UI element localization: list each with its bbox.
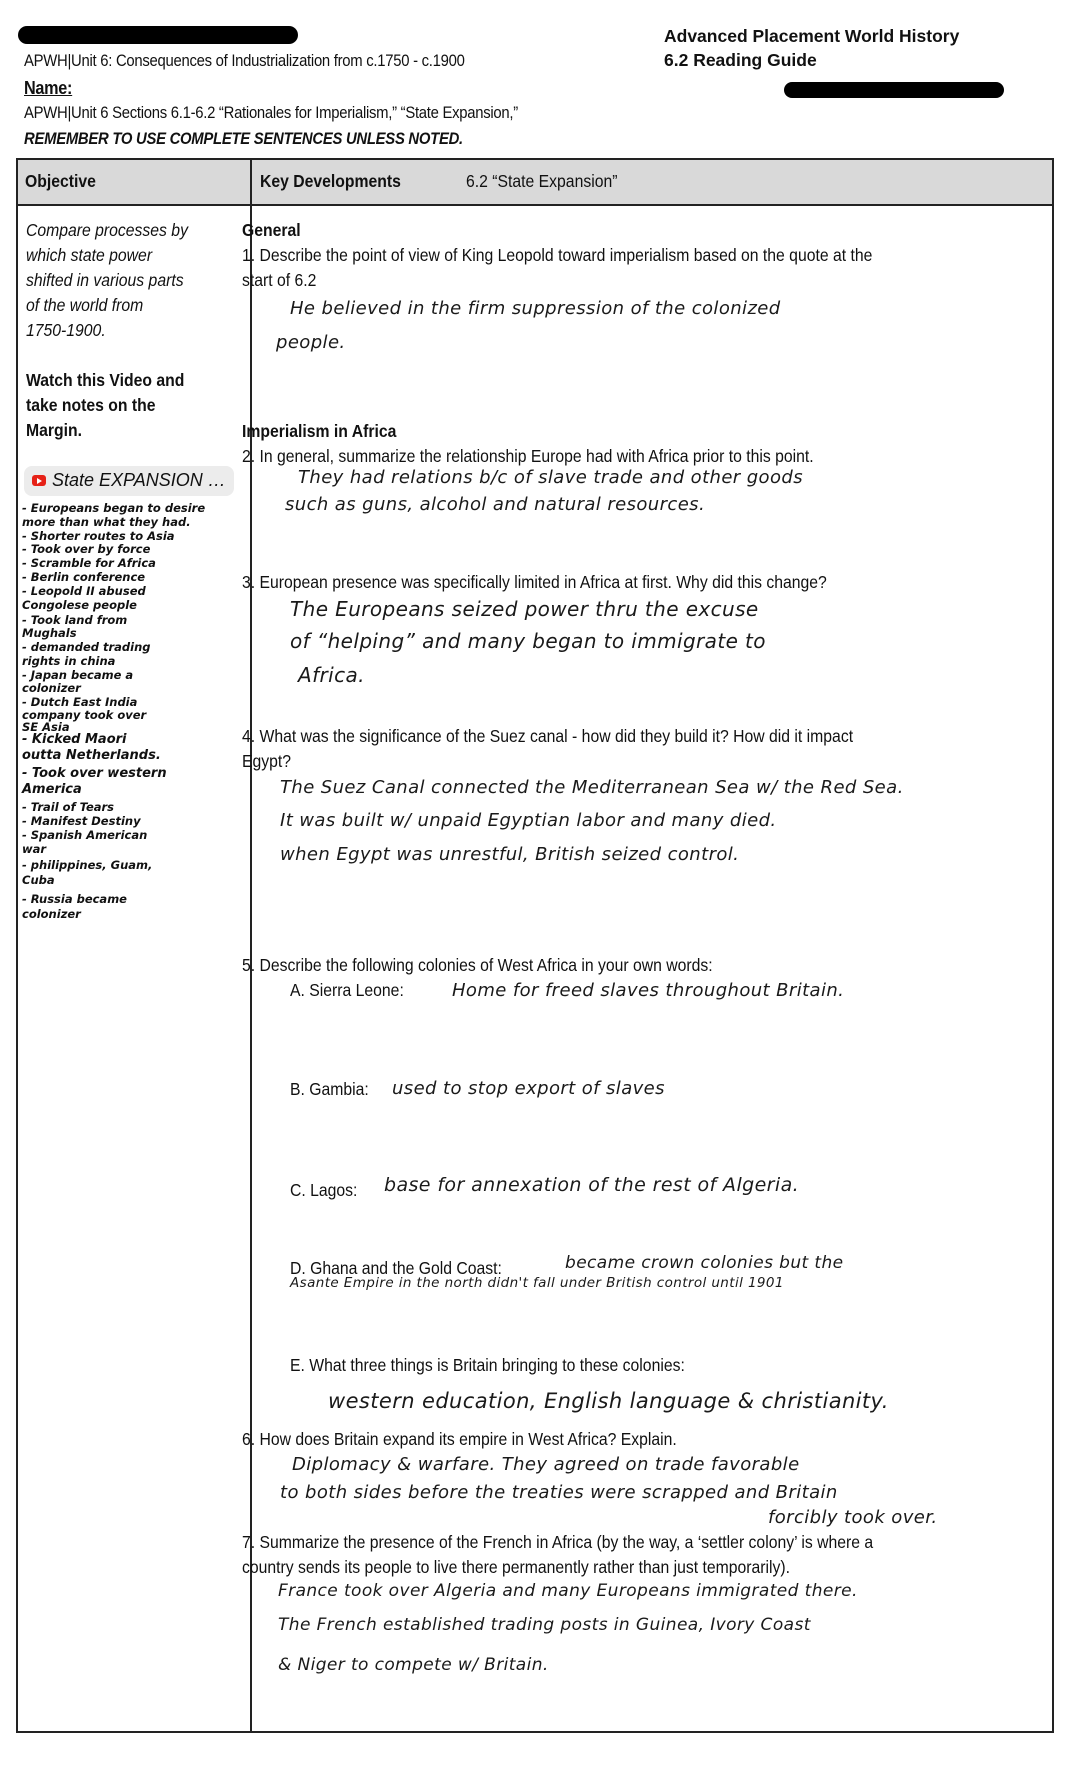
margin-note: SE Asia xyxy=(22,720,70,734)
video-title: State EXPANSION … xyxy=(52,470,226,490)
answer-7[interactable]: France took over Algeria and many Europeans immigrated there. xyxy=(278,1581,858,1601)
question-4: 4. What was the significance of the Suez canal - how did they build it? How did it impact xyxy=(242,726,854,746)
answer-3-cont[interactable]: Africa. xyxy=(298,663,365,687)
course-title: Advanced Placement World History xyxy=(664,26,960,46)
margin-note: - philippines, Guam, xyxy=(22,858,153,872)
margin-note: America xyxy=(22,782,82,797)
margin-note: - Kicked Maori xyxy=(22,732,127,747)
video-link-chip[interactable] xyxy=(24,466,234,496)
margin-note: - Shorter routes to Asia xyxy=(22,529,175,543)
margin-note: - Manifest Destiny xyxy=(22,814,141,828)
margin-note: - Japan became a xyxy=(22,668,134,682)
objective-header: Objective xyxy=(25,171,96,191)
margin-note: - Dutch East India xyxy=(22,695,138,709)
margin-note: colonizer xyxy=(22,681,81,695)
video-instruction-line: Margin. xyxy=(26,420,83,440)
name-label: Name: xyxy=(24,78,73,98)
objective-line: Compare processes by xyxy=(26,220,188,240)
section-heading-general: General xyxy=(242,220,301,240)
question-5d-label: D. Ghana and the Gold Coast: xyxy=(290,1258,502,1278)
answer-5e[interactable]: western education, English language & christianity. xyxy=(328,1389,889,1413)
objective-line: shifted in various parts xyxy=(26,270,184,290)
redaction-school-name xyxy=(18,26,298,44)
guide-title: 6.2 Reading Guide xyxy=(664,50,817,70)
table-header-row xyxy=(18,160,1052,206)
margin-note: Cuba xyxy=(22,873,55,887)
answer-1[interactable]: He believed in the firm suppression of the colonized xyxy=(290,298,781,319)
answer-5a[interactable]: Home for freed slaves throughout Britain. xyxy=(452,980,845,1001)
margin-note: war xyxy=(22,842,47,856)
margin-note: - Trail of Tears xyxy=(22,800,115,814)
course-unit-line: APWH|Unit 6: Consequences of Industrialization from c.1750 - c.1900 xyxy=(24,52,465,70)
redaction-period xyxy=(784,82,1004,98)
reminder-line: REMEMBER TO USE COMPLETE SENTENCES UNLESS NOTED. xyxy=(24,130,463,148)
margin-note: - Spanish American xyxy=(22,828,148,842)
question-4-cont: Egypt? xyxy=(242,751,292,771)
video-instruction-line: Watch this Video and xyxy=(26,370,185,390)
question-7-cont: country sends its people to live there permanently rather than just temporarily). xyxy=(242,1557,791,1577)
question-5b-label: B. Gambia: xyxy=(290,1079,369,1099)
question-1: 1. Describe the point of view of King Leopold toward imperialism based on the quote at the xyxy=(242,245,873,265)
margin-note: - Took over western xyxy=(22,766,167,781)
sections-line: APWH|Unit 6 Sections 6.1-6.2 “Rationales for Imperialism,” “State Expansion,” xyxy=(24,104,518,122)
question-5: 5. Describe the following colonies of West Africa in your own words: xyxy=(242,955,713,975)
answer-1-cont[interactable]: people. xyxy=(276,332,346,353)
question-7: 7. Summarize the presence of the French in Africa (by the way, a ‘settler colony’ is where a xyxy=(242,1532,874,1552)
answer-4[interactable]: The Suez Canal connected the Mediterranean Sea w/ the Red Sea. xyxy=(280,777,904,798)
answer-7-cont[interactable]: & Niger to compete w/ Britain. xyxy=(278,1655,549,1675)
margin-note: rights in china xyxy=(22,654,116,668)
answer-2[interactable]: They had relations b/c of slave trade and other goods xyxy=(298,467,803,488)
answer-6[interactable]: Diplomacy & warfare. They agreed on trade favorable xyxy=(292,1454,800,1475)
youtube-play-icon xyxy=(32,475,46,486)
answer-7-cont[interactable]: The French established trading posts in Guinea, Ivory Coast xyxy=(278,1615,811,1635)
answer-3[interactable]: The Europeans seized power thru the excuse xyxy=(290,597,759,621)
question-5a-label: A. Sierra Leone: xyxy=(290,980,404,1000)
margin-note: - demanded trading xyxy=(22,640,151,654)
question-3: 3. European presence was specifically limited in Africa at first. Why did this change? xyxy=(242,572,827,592)
margin-note: - Took over by force xyxy=(22,542,151,556)
margin-note: - Leopold II abused xyxy=(22,584,146,598)
margin-note: Mughals xyxy=(22,626,77,640)
objective-line: 1750-1900. xyxy=(26,320,106,340)
margin-note: Congolese people xyxy=(22,598,137,612)
answer-3-cont[interactable]: of “helping” and many began to immigrate to xyxy=(290,629,766,653)
answer-5d[interactable]: became crown colonies but the xyxy=(565,1253,844,1273)
answer-5d-cont[interactable]: Asante Empire in the north didn't fall under British control until 1901 xyxy=(290,1275,784,1291)
answer-6-cont[interactable]: forcibly took over. xyxy=(768,1507,938,1528)
key-developments-header: Key Developments xyxy=(260,171,401,191)
question-2: 2. In general, summarize the relationship Europe had with Africa prior to this point. xyxy=(242,446,814,466)
margin-note: - Took land from xyxy=(22,613,128,627)
video-instruction-line: take notes on the xyxy=(26,395,156,415)
answer-5c[interactable]: base for annexation of the rest of Algeria. xyxy=(384,1174,800,1196)
column-divider xyxy=(250,160,252,1731)
margin-note: more than what they had. xyxy=(22,515,191,529)
margin-note: outta Netherlands. xyxy=(22,748,161,763)
question-5c-label: C. Lagos: xyxy=(290,1180,358,1200)
question-5e-label: E. What three things is Britain bringing to these colonies: xyxy=(290,1355,685,1375)
answer-4-cont[interactable]: when Egypt was unrestful, British seized control. xyxy=(280,844,740,865)
margin-note: colonizer xyxy=(22,907,81,921)
question-1-cont: start of 6.2 xyxy=(242,270,317,290)
margin-note: company took over xyxy=(22,708,147,722)
margin-note: - Scramble for Africa xyxy=(22,556,156,570)
answer-6-cont[interactable]: to both sides before the treaties were scrapped and Britain xyxy=(280,1482,838,1503)
answer-2-cont[interactable]: such as guns, alcohol and natural resources. xyxy=(285,494,706,515)
question-6: 6. How does Britain expand its empire in West Africa? Explain. xyxy=(242,1429,677,1449)
margin-note: - Berlin conference xyxy=(22,570,146,584)
objective-line: of the world from xyxy=(26,295,144,315)
answer-4-cont[interactable]: It was built w/ unpaid Egyptian labor and many died. xyxy=(280,810,777,831)
margin-note: - Europeans began to desire xyxy=(22,501,206,515)
margin-note: - Russia became xyxy=(22,892,127,906)
topic-header: 6.2 “State Expansion” xyxy=(466,171,618,191)
answer-5b[interactable]: used to stop export of slaves xyxy=(392,1078,665,1099)
objective-line: which state power xyxy=(26,245,153,265)
section-heading-imperialism-africa: Imperialism in Africa xyxy=(242,421,397,441)
